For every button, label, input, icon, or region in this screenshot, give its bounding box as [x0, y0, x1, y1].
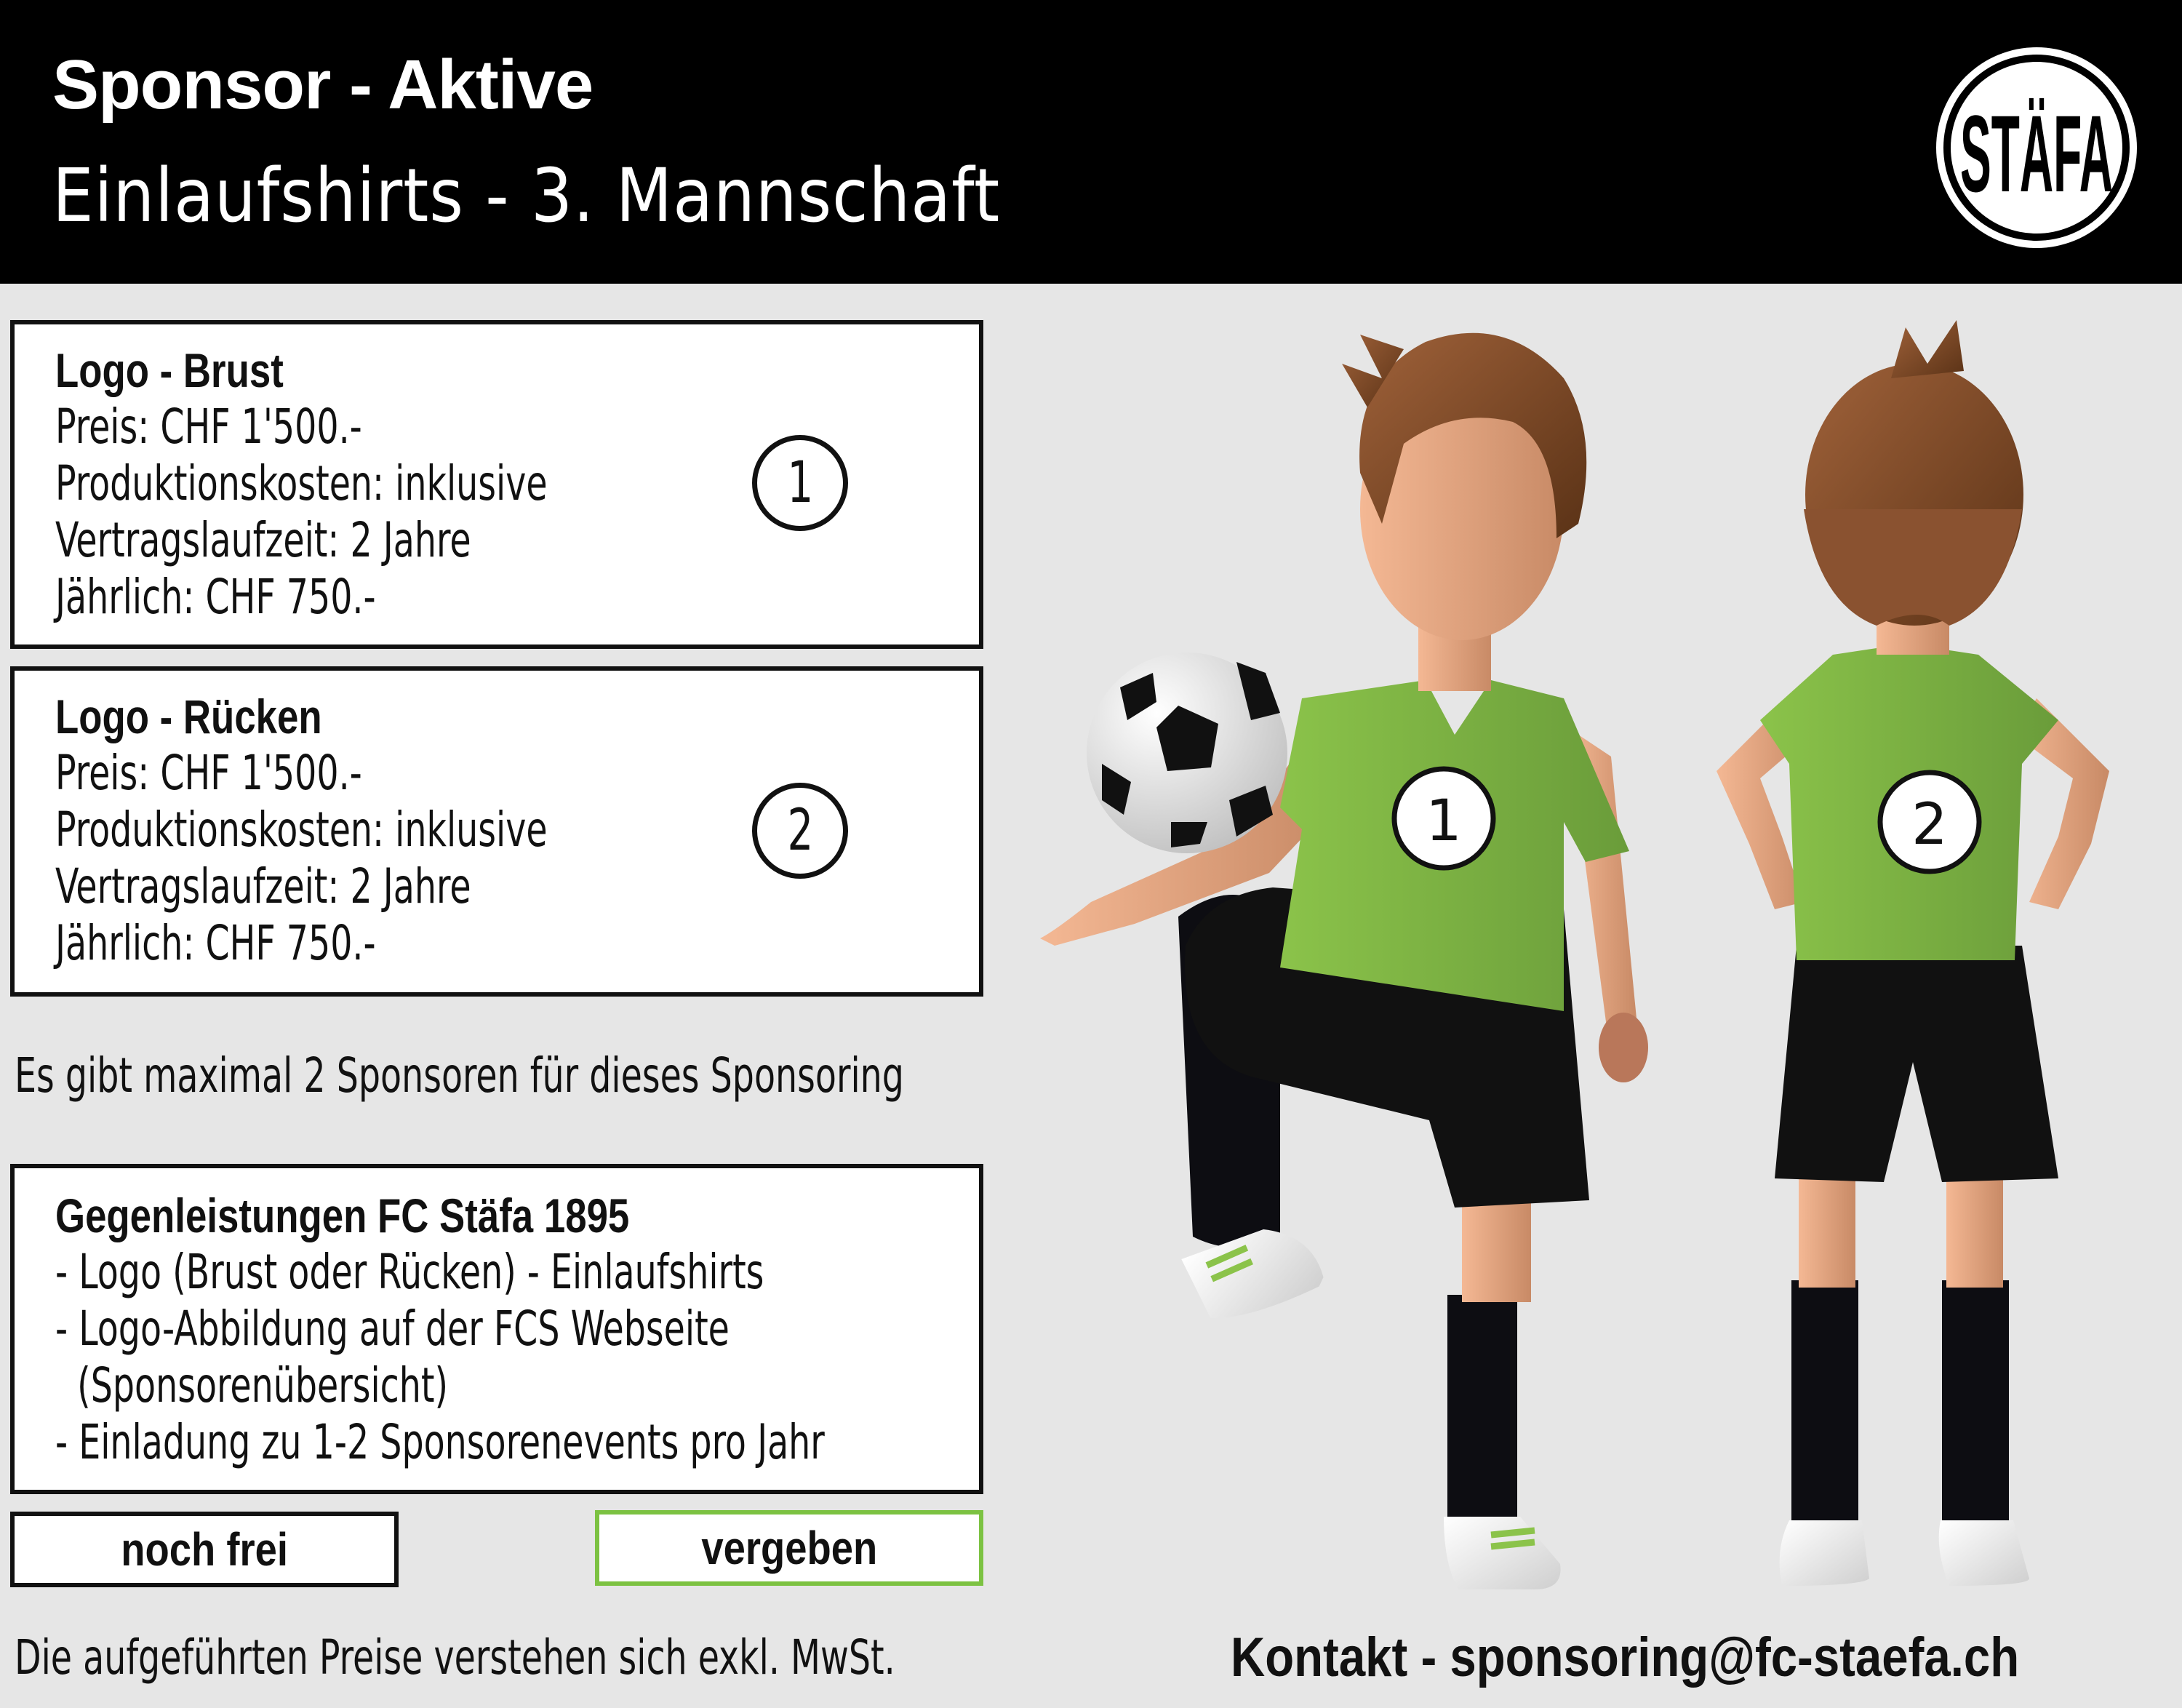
benefits-title: Gegenleistungen FC Stäfa 1895	[55, 1189, 630, 1242]
package-name: Logo - Rücken	[55, 690, 322, 743]
package-production: Produktionskosten: inklusive	[55, 802, 548, 858]
package-production: Produktionskosten: inklusive	[55, 455, 548, 511]
price-note: Die aufgeführten Preise verstehen sich exkl. MwSt.	[15, 1629, 895, 1685]
front-jersey-number: 1	[1426, 789, 1462, 854]
soccer-ball	[1087, 653, 1287, 853]
benefit-item: - Logo-Abbildung auf der FCS Webseite	[55, 1301, 730, 1357]
package-name: Logo - Brust	[55, 343, 284, 397]
package-number-badge: 1	[752, 435, 848, 531]
package-number-badge: 2	[752, 783, 848, 879]
benefit-item: - Logo (Brust oder Rücken) - Einlaufshirts	[55, 1244, 764, 1300]
contact-email: Kontakt - sponsoring@fc-staefa.ch	[1231, 1627, 2020, 1688]
benefit-item: - Einladung zu 1-2 Sponsorenevents pro Jahr	[55, 1414, 825, 1470]
legend-taken: vergeben	[595, 1510, 983, 1586]
package-yearly: Jährlich: CHF 750.-	[55, 569, 376, 625]
back-player-figure	[1717, 320, 2109, 1586]
benefit-item: (Sponsorenübersicht)	[55, 1357, 449, 1413]
legend-free: noch frei	[10, 1512, 399, 1587]
package-term: Vertragslaufzeit: 2 Jahre	[55, 858, 471, 914]
back-jersey-number: 2	[1911, 792, 1948, 858]
page-title: Sponsor - Aktive	[52, 46, 594, 124]
package-price: Preis: CHF 1'500.-	[55, 399, 362, 455]
logo-lettering: STÄFA	[1960, 92, 2113, 215]
max-sponsors-note: Es gibt maximal 2 Sponsoren für dieses Sponsoring	[15, 1047, 904, 1104]
package-yearly: Jährlich: CHF 750.-	[55, 915, 376, 971]
package-term: Vertragslaufzeit: 2 Jahre	[55, 512, 471, 568]
page-subtitle: Einlaufshirts - 3. Mannschaft	[52, 153, 1001, 239]
front-player-figure	[1040, 333, 1648, 1589]
package-price: Preis: CHF 1'500.-	[55, 745, 362, 801]
